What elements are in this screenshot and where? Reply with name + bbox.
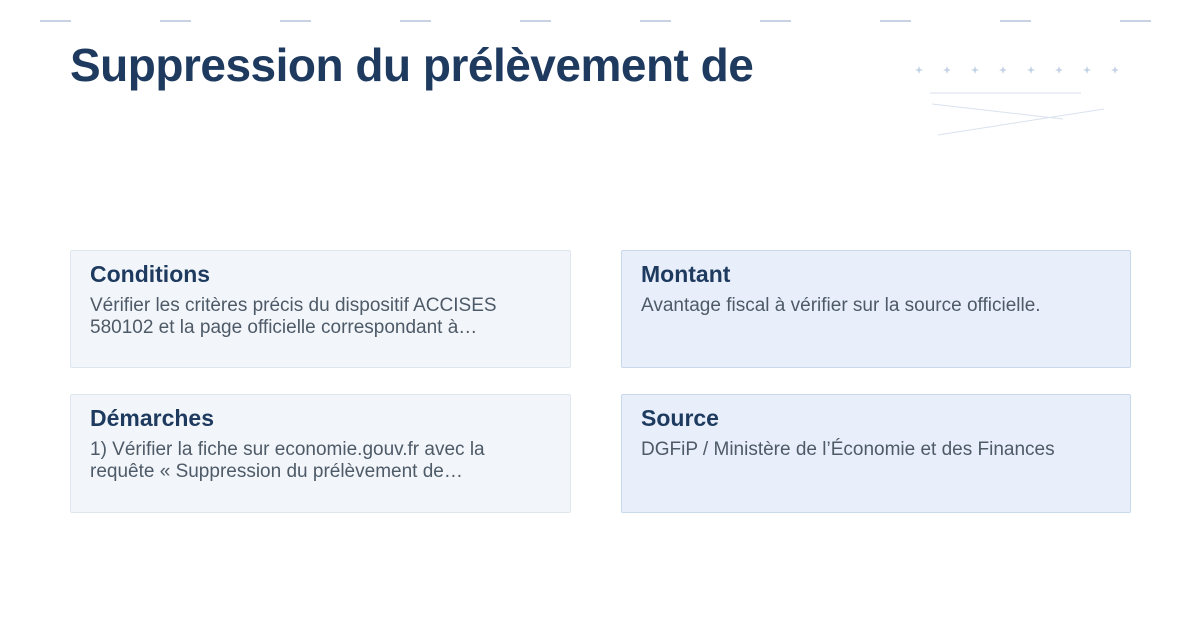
card-montant-title: Montant	[641, 261, 731, 287]
sparkline-line	[938, 109, 1104, 135]
diamond-dots-decoration	[915, 66, 1119, 74]
card-source-text: DGFiP / Ministère de l’Économie et des Finances	[641, 439, 1055, 460]
diamond-icon	[915, 66, 923, 74]
sparkline-line	[932, 104, 1063, 119]
card-conditions-title: Conditions	[90, 261, 211, 287]
card-conditions	[70, 250, 571, 368]
sparkline-decoration	[925, 88, 1110, 138]
diamond-icon	[1111, 66, 1119, 74]
diamond-icon	[999, 66, 1007, 74]
card-source-title: Source	[641, 405, 719, 431]
top-ticks-decoration	[40, 20, 1155, 22]
page-title: Suppression du prélèvement de	[70, 39, 754, 91]
card-conditions-text: Vérifier les critères précis du dispositif ACCISES 580102 et la page officielle correspondant à…	[90, 295, 497, 338]
card-demarches-text: 1) Vérifier la fiche sur economie.gouv.fr avec la requête « Suppression du prélèvement de…	[90, 439, 485, 482]
diamond-icon	[1083, 66, 1091, 74]
card-montant	[621, 250, 1131, 368]
diamond-icon	[943, 66, 951, 74]
card-demarches-title: Démarches	[90, 405, 215, 431]
diamond-icon	[1055, 66, 1063, 74]
card-montant-text: Avantage fiscal à vérifier sur la source officielle.	[641, 295, 1041, 316]
card-demarches	[70, 394, 571, 513]
card-source	[621, 394, 1131, 513]
diamond-icon	[1027, 66, 1035, 74]
diamond-icon	[971, 66, 979, 74]
